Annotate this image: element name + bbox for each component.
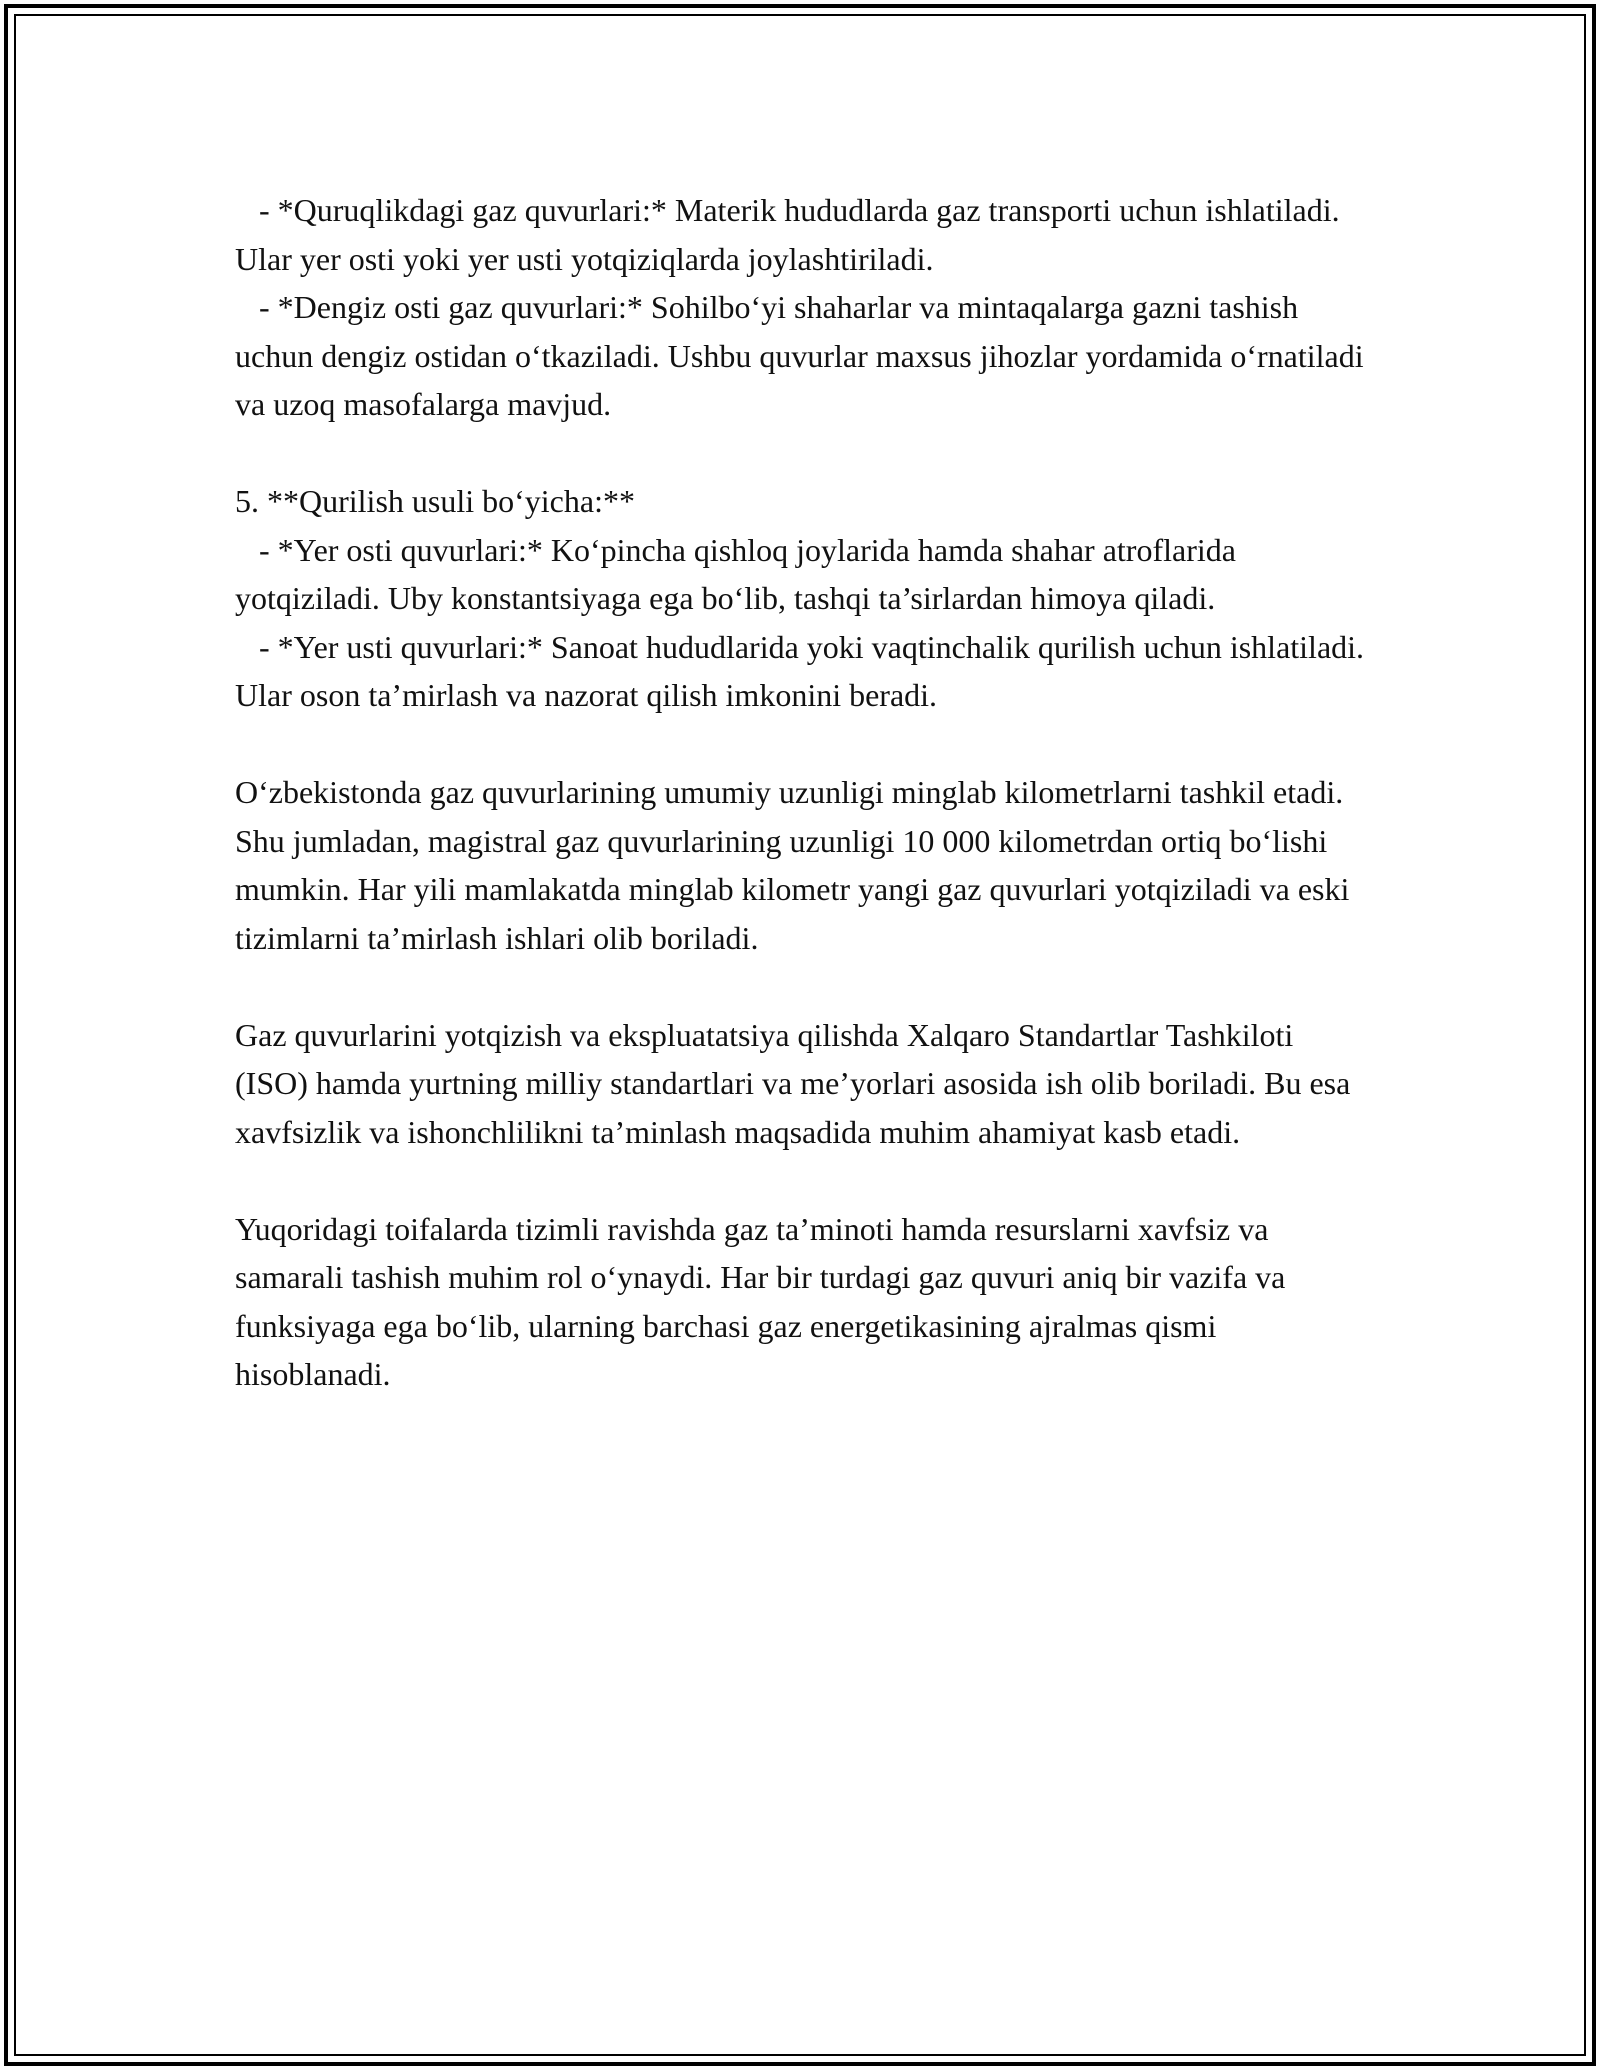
paragraph-spacer	[235, 1156, 1365, 1205]
paragraph-standards: Gaz quvurlarini yotqizish va ekspluatatsiya qilishda Xalqaro Standartlar Tashkiloti (ISO) hamda yurtning milliy standartlari va me’yorlari asosida ish olib boriladi. Bu esa xavfsizlik va ishonchlilikni ta’minlash maqsadida muhim ahamiyat kasb etadi.	[235, 1016, 1359, 1150]
paragraph-pipeline-length: O‘zbekistonda gaz quvurlarining umumiy uzunligi minglab kilometrlarni tashkil etadi. Shu jumladan, magistral gaz quvurlarining uzunligi 10 000 kilometrdan ortiq bo‘lishi mumkin. Har yili mamlakatda minglab kilometr yangi gaz quvurlari yotqiziladi va eski tizimlarni ta’mirlash ishlari olib boriladi.	[235, 774, 1358, 956]
paragraph-spacer	[235, 962, 1365, 1011]
document-body	[235, 186, 1373, 1399]
paragraph-spacer	[235, 720, 1365, 769]
list-item-land-pipelines: - *Quruqlikdagi gaz quvurlari:* Materik hududlarda gaz transporti uchun ishlatiladi. Ular yer osti yoki yer usti yotqiziqlarda joylashtiriladi.	[235, 192, 1348, 277]
list-item-underground-pipelines: - *Yer osti quvurlari:* Ko‘pincha qishloq joylarida hamda shahar atroflarida yotqiziladi. Uby konstantsiyaga ega bo‘lib, tashqi ta’sirlardan himoya qiladi.	[235, 531, 1244, 616]
list-item-aboveground-pipelines: - *Yer usti quvurlari:* Sanoat hududlarida yoki vaqtinchalik qurilish uchun ishlatiladi. Ular oson ta’mirlash va nazorat qilish imkonini beradi.	[235, 628, 1373, 713]
section-heading-construction-method: 5. **Qurilish usuli bo‘yicha:**	[235, 483, 635, 519]
list-item-subsea-pipelines: - *Dengiz osti gaz quvurlari:* Sohilbo‘yi shaharlar va mintaqalarga gazni tashish uchun dengiz ostidan o‘tkaziladi. Ushbu quvurlar maxsus jihozlar yordamida o‘rnatiladi va uzoq masofalarga mavjud.	[235, 289, 1372, 422]
paragraph-spacer	[235, 429, 1365, 478]
paragraph-conclusion: Yuqoridagi toifalarda tizimli ravishda gaz ta’minoti hamda resurslarni xavfsiz va samarali tashish muhim rol o‘ynaydi. Har bir turdagi gaz quvuri aniq bir vazifa va funksiyaga ega bo‘lib, ularning barchasi gaz energetikasining ajralmas qismi hisoblanadi.	[235, 1210, 1294, 1392]
